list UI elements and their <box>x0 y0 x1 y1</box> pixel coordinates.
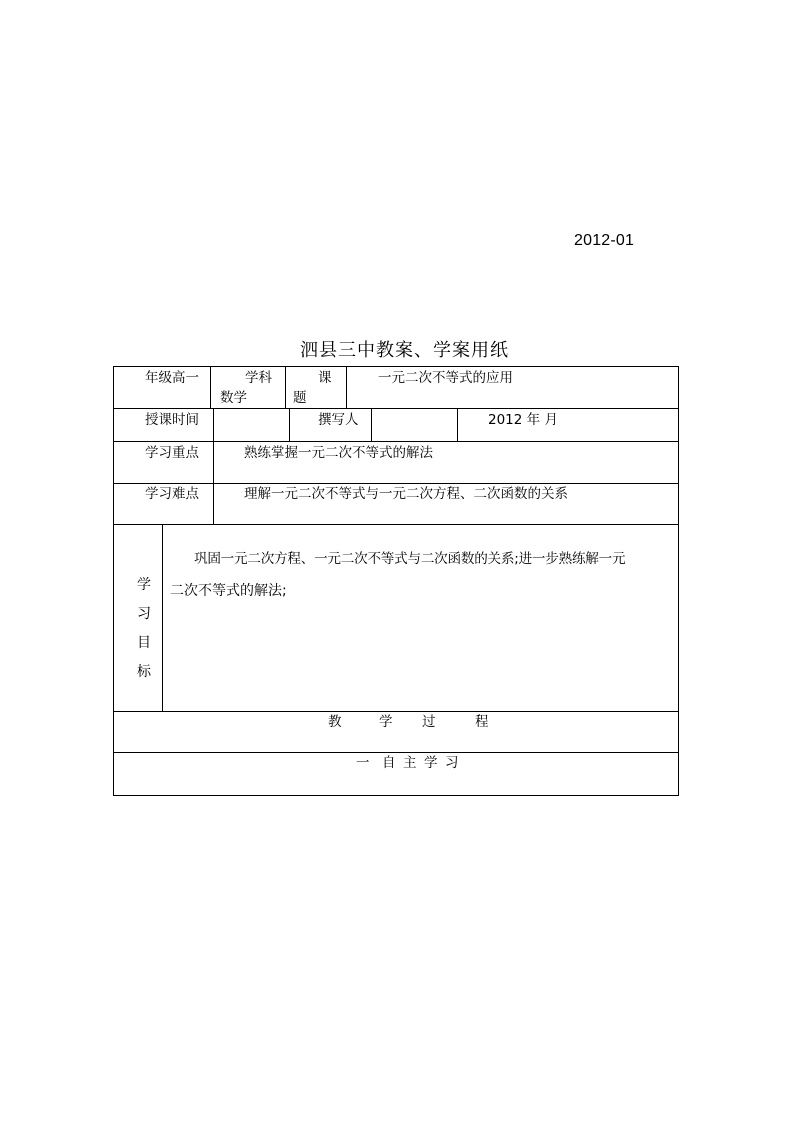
column-divider <box>162 524 163 711</box>
goal-label-char: 标 <box>137 664 151 680</box>
process-char: 程 <box>475 714 489 730</box>
subject-label: 学科 <box>245 370 272 386</box>
grade-label: 年级高一 <box>145 370 199 386</box>
author-label: 撰写人 <box>318 412 359 428</box>
process-char: 学 <box>379 714 393 730</box>
date-value: 2012 年 月 <box>488 412 558 428</box>
column-divider <box>213 408 214 441</box>
column-divider <box>289 408 290 441</box>
row-divider <box>114 408 678 409</box>
column-divider <box>285 367 286 408</box>
process-char: 过 <box>422 714 436 730</box>
focus-value: 熟练掌握一元二次不等式的解法 <box>244 445 433 461</box>
column-divider <box>210 367 211 408</box>
topic-value: 一元二次不等式的应用 <box>378 370 513 386</box>
process-char: 教 <box>328 714 342 730</box>
self-study-char: 自 <box>382 755 396 771</box>
goal-text-line-2: 二次不等式的解法; <box>170 583 287 599</box>
column-divider <box>213 441 214 524</box>
row-divider <box>114 524 678 525</box>
column-divider <box>346 367 347 408</box>
self-study-char: 习 <box>445 755 459 771</box>
goal-label-char: 习 <box>137 606 151 622</box>
row-divider <box>114 441 678 442</box>
class-time-label: 授课时间 <box>145 412 199 428</box>
difficulty-label: 学习难点 <box>145 486 199 502</box>
column-divider <box>457 408 458 441</box>
self-study-char: 主 <box>403 755 417 771</box>
goal-label-char: 学 <box>137 577 151 593</box>
row-divider <box>114 711 678 712</box>
self-study-char: 学 <box>424 755 438 771</box>
topic-label-bottom: 题 <box>293 390 307 406</box>
difficulty-value: 理解一元二次不等式与一元二次方程、二次函数的关系 <box>244 486 568 502</box>
focus-label: 学习重点 <box>145 445 199 461</box>
row-divider <box>114 483 678 484</box>
date-code: 2012-01 <box>574 232 635 249</box>
column-divider <box>371 408 372 441</box>
subject-value: 数学 <box>220 390 247 406</box>
goal-label-char: 目 <box>137 635 151 651</box>
goal-text-line-1: 巩固一元二次方程、一元二次不等式与二次函数的关系;进一步熟练解一元 <box>194 551 626 567</box>
page-title: 泗县三中教案、学案用纸 <box>300 340 509 361</box>
self-study-char: 一 <box>356 755 370 771</box>
row-divider <box>114 752 678 753</box>
topic-label-top: 课 <box>318 370 332 386</box>
lesson-plan-table <box>113 366 679 796</box>
